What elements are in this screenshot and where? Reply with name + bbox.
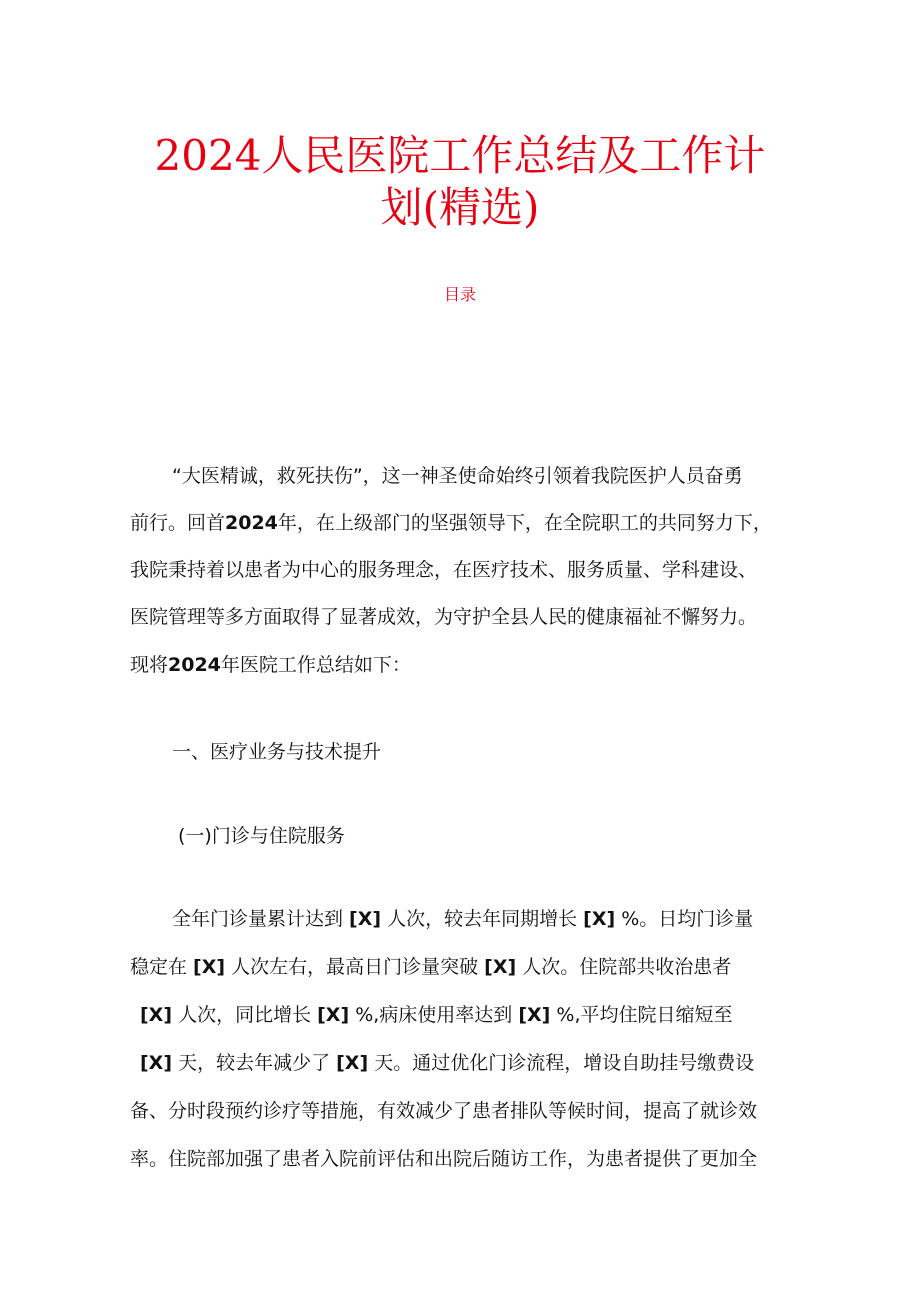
body-line-5: 备、分时段预约诊疗等措施，有效减少了患者排队等候时间，提高了就诊效	[130, 1100, 758, 1122]
intro-line-5: 现将2024年医院工作总结如下：	[130, 654, 411, 676]
body-line-4: [X] 天，较去年减少了 [X] 天。通过优化门诊流程，增设自助挂号缴费设	[140, 1052, 755, 1074]
document-title-line-2: 划(精选)	[380, 183, 540, 232]
body-line-2: 稳定在 [X] 人次左右，最高日门诊量突破 [X] 人次。住院部共收治患者	[130, 956, 732, 978]
document-title-line-1: 2024人民医院工作总结及工作计	[154, 131, 766, 180]
body-line-3: [X] 人次，同比增长 [X] %,病床使用率达到 [X] %,平均住院日缩短至	[140, 1004, 733, 1026]
body-line-1: 全年门诊量累计达到 [X] 人次，较去年同期增长 [X] %。日均门诊量	[172, 908, 754, 930]
intro-line-2: 前行。回首2024年，在上级部门的坚强领导下，在全院职工的共同努力下，	[130, 512, 772, 534]
body-line-6: 率。住院部加强了患者入院前评估和出院后随访工作，为患者提供了更加全	[130, 1148, 758, 1170]
intro-line-4: 医院管理等多方面取得了显著成效，为守护全县人民的健康福祉不懈努力。	[130, 606, 758, 628]
intro-line-3: 我院秉持着以患者为中心的服务理念，在医疗技术、服务质量、学科建设、	[130, 559, 758, 581]
intro-line-1: “大医精诚，救死扶伤”，这一神圣使命始终引领着我院医护人员奋勇	[172, 465, 743, 487]
section-heading: 一、医疗业务与技术提升	[172, 741, 382, 763]
subsection-heading: (一)门诊与住院服务	[178, 825, 345, 847]
toc-label: 目录	[443, 285, 476, 304]
